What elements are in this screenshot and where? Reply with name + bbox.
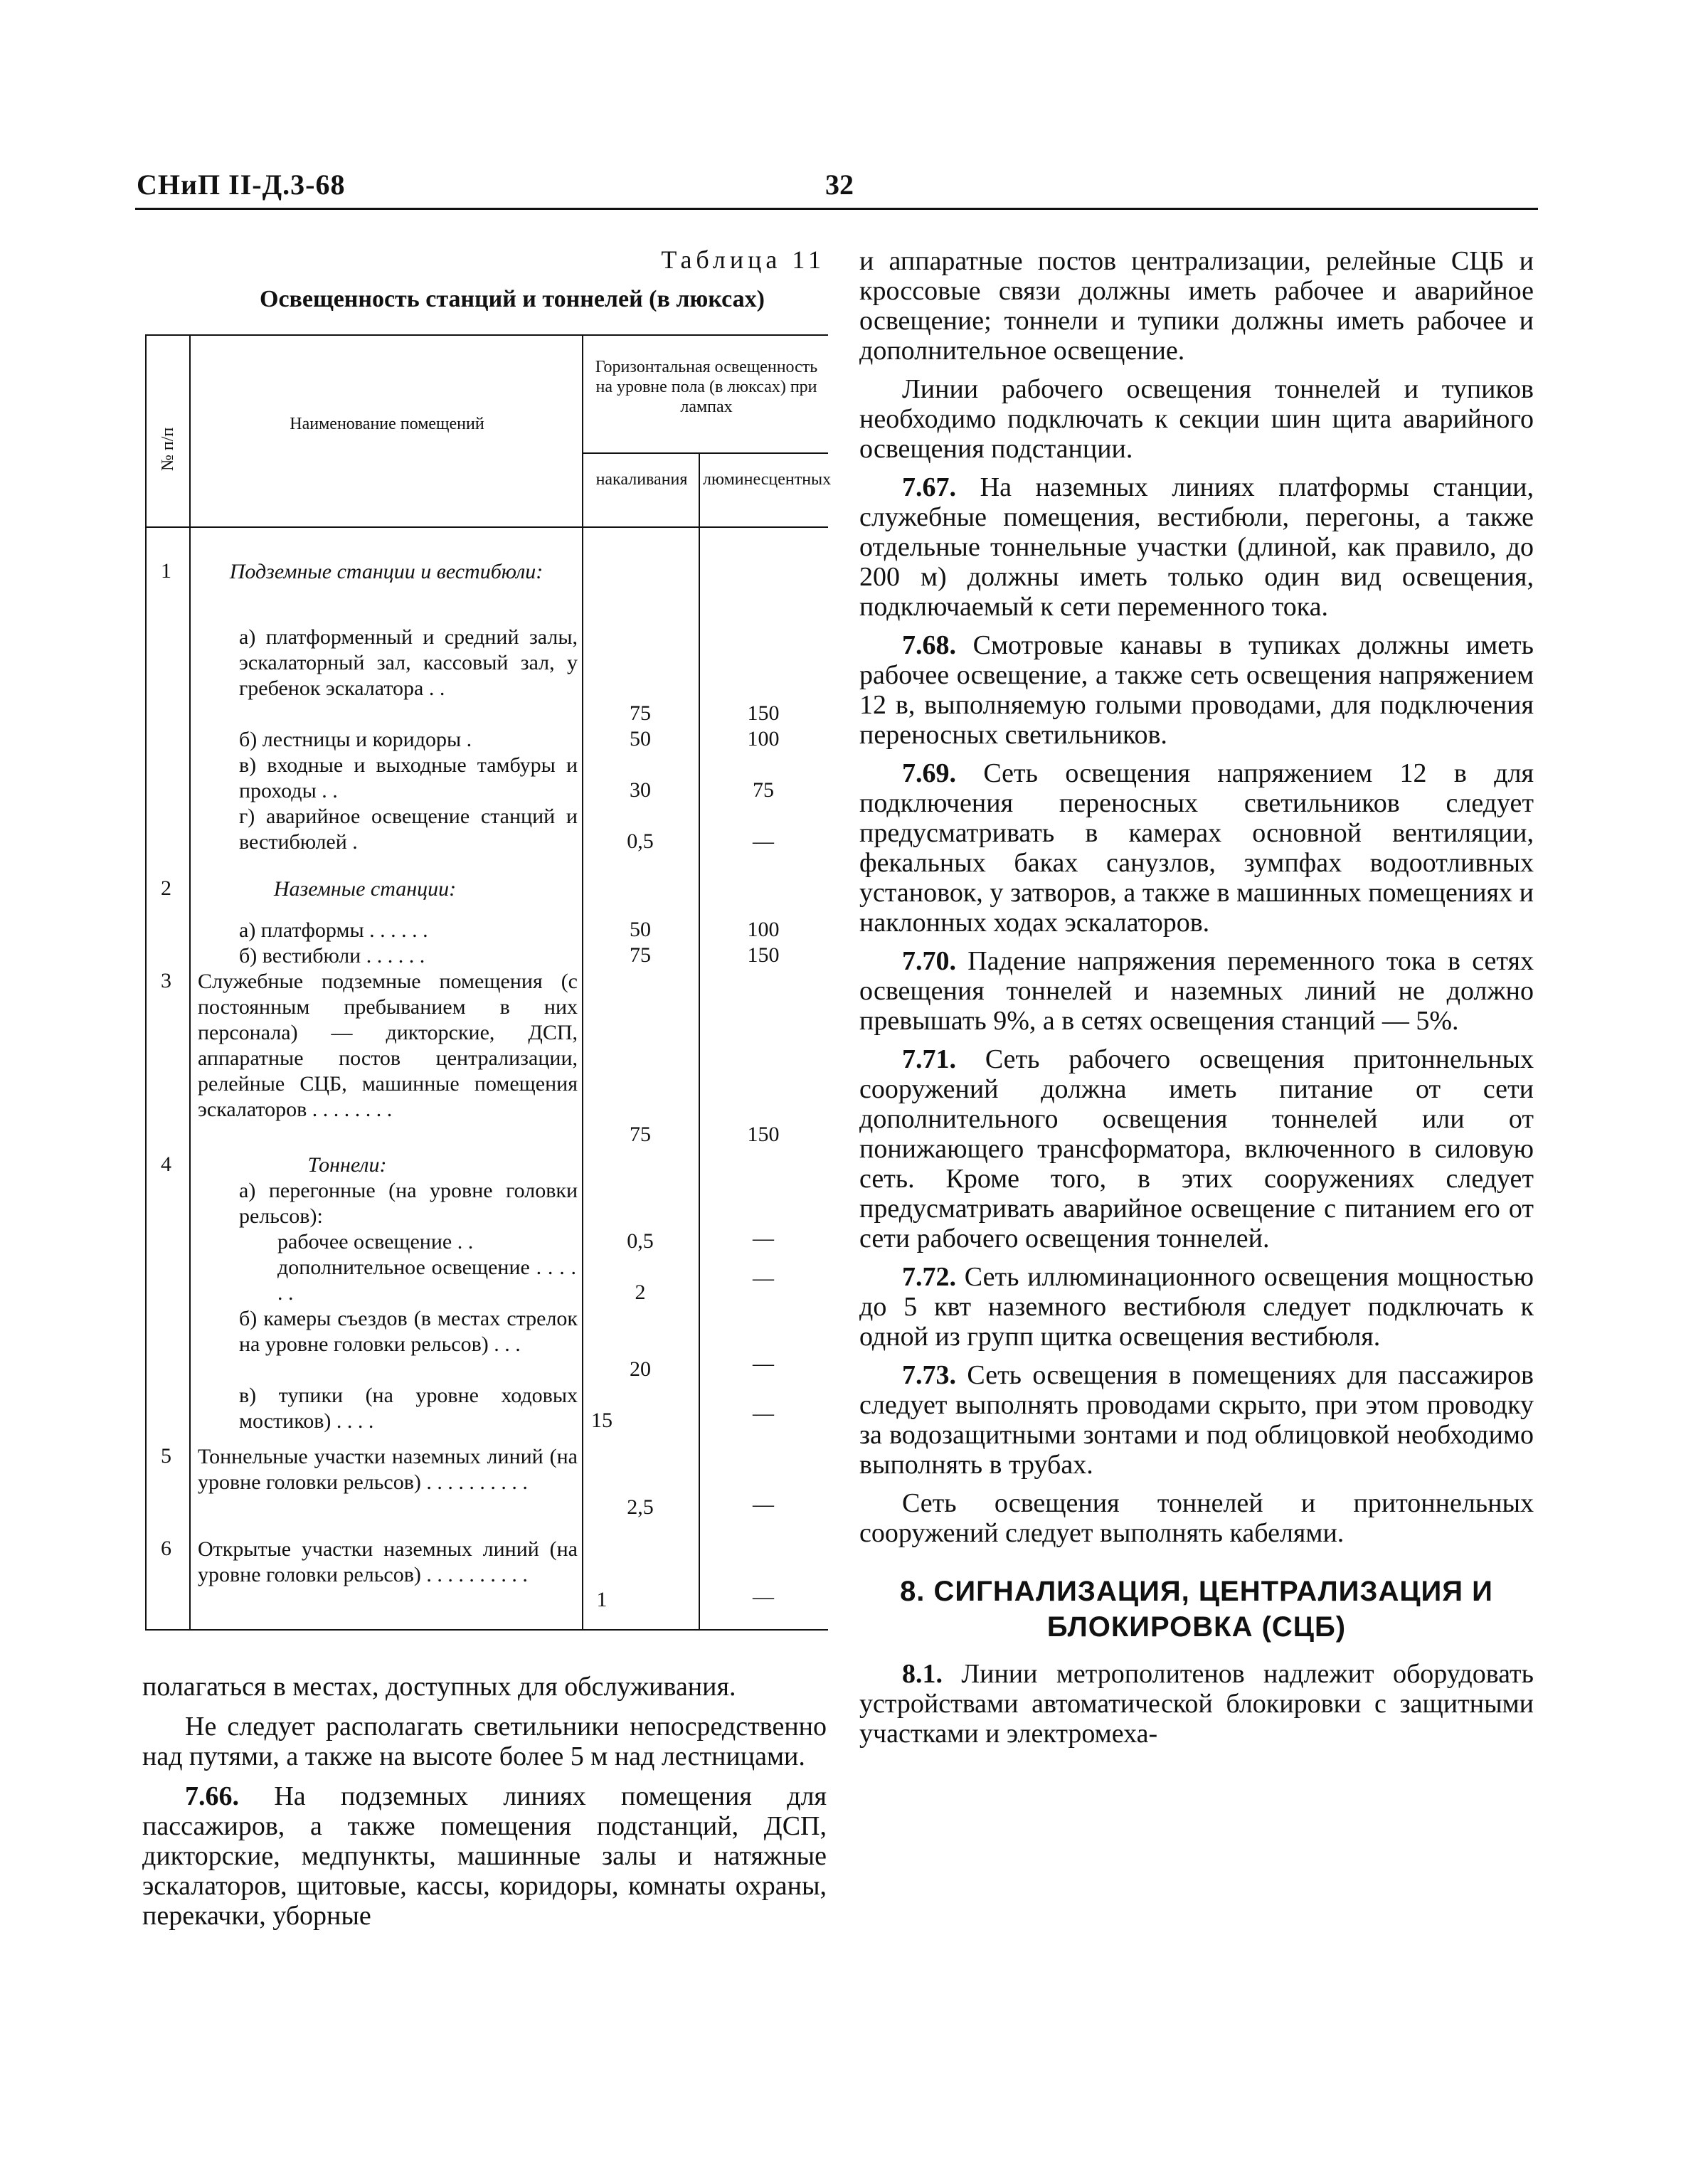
page-number: 32 (825, 169, 854, 201)
table-row-label: в) входные и выходные тамбуры и проходы . . (239, 753, 578, 802)
document-code: СНиП II-Д.3-68 (137, 169, 346, 201)
table-row-label: рабочее освещение . . (277, 1230, 474, 1253)
value-luminescent: — (753, 1401, 774, 1425)
clause-text: Сеть иллюминационного освещения мощностью до 5 квт наземного вестибюля следует подключать к одной из групп щитка освещения вестибюля. (859, 1262, 1534, 1352)
table-column-divider (699, 454, 700, 1631)
clause-number: 8.1. (902, 1659, 943, 1689)
row-number: 4 (161, 1152, 171, 1176)
value-luminescent: — (753, 1493, 774, 1516)
clause-number: 7.71. (902, 1044, 956, 1074)
value-incandescent: 75 (630, 943, 651, 967)
value-luminescent: 150 (747, 701, 780, 725)
value-incandescent: 20 (630, 1357, 651, 1381)
row-number: 2 (161, 876, 171, 900)
left-column-text (142, 1672, 827, 1931)
row-number: 6 (161, 1537, 171, 1560)
table-title: Освещенность станций и тоннелей (в люксах) (260, 286, 765, 312)
table-bottom-rule (145, 1629, 828, 1631)
clause-text: Сеть рабочего освещения притоннельных сооружений должна иметь питание от сети дополнительного освещения тоннелей или от понижающего трансформатора, включенного в силовую сеть. Кроме того, в этих сооружениях следует предусматривать аварийное освещение с питанием его от сети рабочего освещения тоннелей. (859, 1044, 1534, 1253)
value-luminescent: — (753, 1266, 774, 1290)
table-row-label: б) вестибюли . . . . . . (239, 944, 425, 968)
value-incandescent: 50 (630, 727, 651, 751)
clause-number: 7.66. (185, 1781, 239, 1811)
table-caption: Таблица 11 (661, 245, 825, 274)
value-incandescent: 50 (630, 918, 651, 941)
column-header-group: Горизонтальная освещенность на уровне пола (в люксах) при лампах (595, 358, 818, 416)
paragraph-8-1 (859, 1659, 1534, 1749)
paragraph-7-70 (859, 946, 1534, 1036)
clause-number: 7.73. (902, 1360, 956, 1390)
paragraph: Не следует располагать светильники непосредственно над путями, а также на высоте более 5 м над лестницами. (142, 1712, 827, 1771)
clause-number: 7.70. (902, 946, 956, 976)
clause-text: Линии метрополитенов надлежит оборудовать устройствами автоматической блокировки с защитными участками и электромеха- (859, 1659, 1534, 1749)
paragraph: Линии рабочего освещения тоннелей и тупиков необходимо подключать к секции шин щита аварийного освещения подстанции. (859, 374, 1534, 464)
paragraph-7-68 (859, 630, 1534, 750)
row-number: 5 (161, 1444, 171, 1468)
row-number: 3 (161, 969, 171, 992)
table-row-label: а) перегонные (на уровне головки рельсов): (239, 1179, 578, 1228)
right-column-text (859, 246, 1534, 1749)
table-subheader-rule (582, 452, 828, 454)
column-header-incandescent: накаливания (595, 470, 688, 489)
section-heading: 8. СИГНАЛИЗАЦИЯ, ЦЕНТРАЛИЗАЦИЯ И БЛОКИРОВКА (СЦБ) (900, 1576, 1493, 1643)
value-incandescent: 75 (630, 701, 651, 725)
table-row-label: дополнительное освещение . . . . . . (277, 1256, 576, 1305)
clause-text: На наземных линиях платформы станции, служебные помещения, вестибюли, перегоны, а также отдельные тоннельные участки (длиной, как правило, до 200 м) должны иметь только один вид освещения, подключаемый к сети переменного тока. (859, 472, 1534, 622)
clause-number: 7.67. (902, 472, 956, 502)
value-luminescent: — (753, 1226, 774, 1250)
value-luminescent: — (753, 829, 774, 853)
table-row-label: Тоннельные участки наземных линий (на уровне головки рельсов) . . . . . . . . . . (198, 1445, 578, 1494)
value-luminescent: 75 (753, 778, 774, 802)
paragraph-7-67 (859, 472, 1534, 622)
paragraph: Сеть освещения тоннелей и притоннельных сооружений следует выполнять кабелями. (859, 1488, 1534, 1548)
table-header-rule (145, 526, 828, 528)
value-luminescent: — (753, 1352, 774, 1375)
clause-text: Смотровые канавы в тупиках должны иметь рабочее освещение, а также сеть освещения напряжением 12 в, выполняемую голыми проводами, для подключения переносных светильников. (859, 630, 1534, 750)
table-row-label: б) камеры съездов (в местах стрелок на уровне головки рельсов) . . . (239, 1307, 578, 1356)
column-header-luminescent: люминесцентных (703, 470, 832, 489)
value-luminescent: 100 (747, 727, 780, 751)
row-number: 1 (161, 559, 171, 583)
table-row-label: Открытые участки наземных линий (на уровне головки рельсов) . . . . . . . . . . (198, 1537, 578, 1586)
value-incandescent: 1 (596, 1588, 608, 1611)
clause-text: На подземных линиях помещения для пассажиров, а также помещения подстанций, ДСП, дикторские, медпункты, машинные залы и натяжные эскалаторов, щитовые, кассы, коридоры, комнаты охраны, перекачки, уборные (142, 1781, 827, 1931)
row-group-heading: Тоннели: (307, 1153, 387, 1177)
table-row-label: а) платформы . . . . . . (239, 918, 428, 942)
clause-number: 7.72. (902, 1262, 956, 1292)
table-row-label: а) платформенный и средний залы, эскалаторный зал, кассовый зал, у гребенок эскалатора . . (239, 625, 578, 700)
illumination-table (145, 334, 832, 1631)
clause-text: Сеть освещения напряжением 12 в для подключения переносных светильников следует предусматривать в камерах основной вентиляции, фекальных баках санузлов, зумпфах водоотливных установок, у затворов, а также в машинных помещениях и наклонных ходах эскалаторов. (859, 758, 1534, 938)
value-incandescent: 2 (635, 1281, 646, 1304)
paragraph-7-73 (859, 1360, 1534, 1480)
table-row-label: б) лестницы и коридоры . (239, 728, 472, 751)
table-top-rule (145, 334, 828, 336)
value-incandescent: 30 (630, 778, 651, 802)
header-rule (135, 208, 1538, 210)
table-row-label: в) тупики (на уровне ходовых мостиков) . . . . (239, 1384, 578, 1433)
row-group-heading: Наземные станции: (273, 877, 457, 901)
row-group-heading: Подземные станции и вестибюли: (229, 560, 543, 583)
table-column-divider (189, 334, 191, 1631)
clause-text: Падение напряжения переменного тока в сетях освещения тоннелей и наземных линий не должно превышать 9%, а в сетях освещения станций — 5%. (859, 946, 1534, 1036)
value-incandescent: 0,5 (627, 1229, 654, 1253)
paragraph-7-72 (859, 1262, 1534, 1352)
table-row-label: Служебные подземные помещения (с постоянным пребыванием в них персонала) — дикторские, ДСП, аппаратные постов централизации, релейные СЦБ, машинные помещения эскалаторов . . . . . . . . (198, 970, 578, 1121)
paragraph-7-69 (859, 758, 1534, 938)
column-header-number: № п/п (159, 427, 177, 471)
value-incandescent: 75 (630, 1123, 651, 1146)
value-luminescent: — (753, 1585, 774, 1608)
clause-text: Сеть освещения в помещениях для пассажиров следует выполнять проводами скрыто, при этом проводку за водозащитными зонтами и под облицовкой необходимо выполнять в трубах. (859, 1360, 1534, 1480)
value-luminescent: 150 (747, 1123, 780, 1146)
table-left-border (145, 334, 147, 1631)
clause-number: 7.68. (902, 630, 956, 660)
value-incandescent: 15 (591, 1409, 613, 1432)
clause-number: 7.69. (902, 758, 956, 788)
column-header-name: Наименование помещений (290, 415, 484, 433)
paragraph: и аппаратные постов централизации, релейные СЦБ и кроссовые связи должны иметь рабочее и аварийное освещение; тоннели и тупики должны иметь рабочее и дополнительное освещение. (859, 246, 1534, 366)
table-column-divider (582, 334, 583, 1631)
paragraph-7-71 (859, 1044, 1534, 1253)
paragraph: полагаться в местах, доступных для обслуживания. (142, 1672, 736, 1702)
table-row-label: г) аварийное освещение станций и вестибюлей . (239, 805, 578, 854)
value-incandescent: 0,5 (627, 829, 654, 853)
value-luminescent: 100 (747, 918, 780, 941)
paragraph-7-66 (142, 1781, 827, 1931)
value-incandescent: 2,5 (627, 1495, 654, 1519)
value-luminescent: 150 (747, 943, 780, 967)
